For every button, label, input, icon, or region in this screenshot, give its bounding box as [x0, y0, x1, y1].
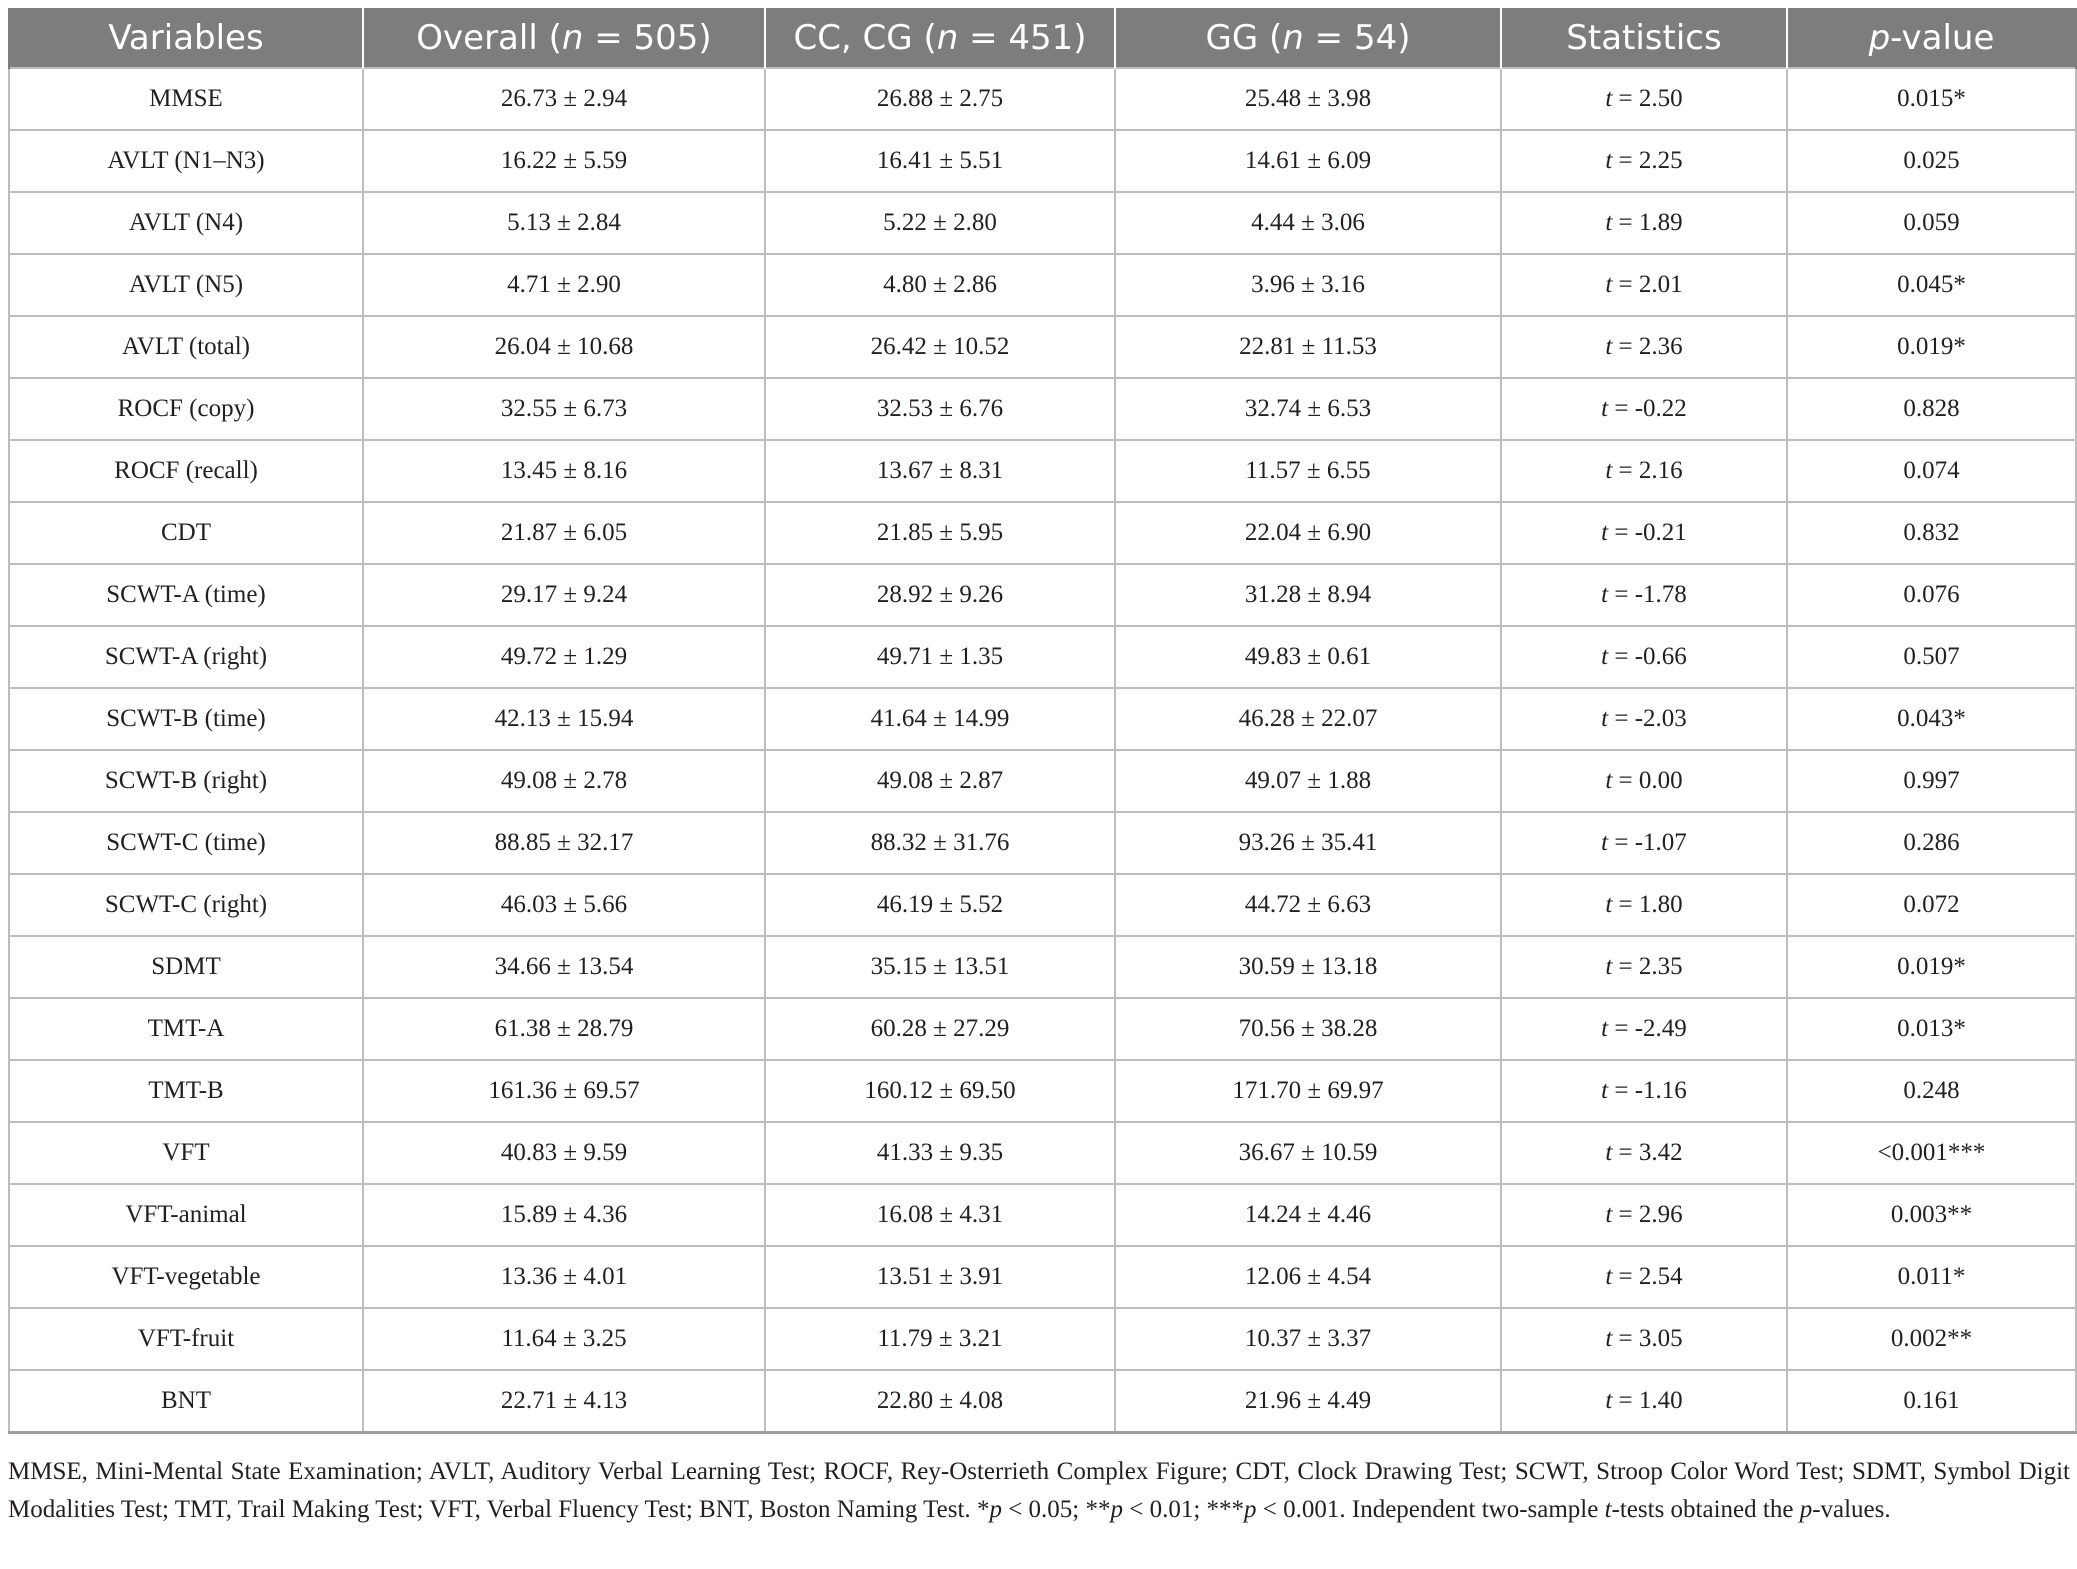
cell-p-value: 0.076 — [1787, 564, 2076, 626]
stat-symbol: t — [1601, 581, 1609, 608]
cell-cc-cg: 41.64 ± 14.99 — [765, 688, 1115, 750]
header-overall-pre: Overall ( — [416, 17, 562, 58]
stat-symbol: t — [1605, 271, 1613, 298]
table-body — [9, 68, 2076, 1433]
cell-statistics — [1501, 316, 1787, 378]
stat-value: = -0.66 — [1608, 643, 1687, 670]
footnote-sig2-p: p — [1110, 1496, 1123, 1523]
stat-symbol: t — [1605, 457, 1613, 484]
cell-variable: ROCF (copy) — [9, 378, 363, 440]
stat-symbol: t — [1601, 643, 1609, 670]
cell-gg: 25.48 ± 3.98 — [1115, 68, 1501, 130]
stat-symbol: t — [1605, 767, 1613, 794]
results-table — [8, 8, 2077, 1434]
cell-p-value: 0.015* — [1787, 68, 2076, 130]
cell-overall: 15.89 ± 4.36 — [363, 1184, 765, 1246]
header-cc-post: = 451) — [958, 17, 1087, 58]
stat-value: = -1.07 — [1608, 829, 1687, 856]
stat-value: = -2.49 — [1608, 1015, 1687, 1042]
cell-cc-cg: 22.80 ± 4.08 — [765, 1370, 1115, 1433]
cell-statistics — [1501, 874, 1787, 936]
cell-gg: 22.81 ± 11.53 — [1115, 316, 1501, 378]
stat-value: = 2.36 — [1612, 333, 1683, 360]
table-row — [9, 1060, 2076, 1122]
cell-cc-cg: 16.08 ± 4.31 — [765, 1184, 1115, 1246]
stat-value: = 1.89 — [1612, 209, 1683, 236]
footnote-test-post: -tests obtained the — [1611, 1496, 1800, 1523]
stat-symbol: t — [1605, 953, 1613, 980]
cell-p-value: 0.828 — [1787, 378, 2076, 440]
table-row — [9, 688, 2076, 750]
cell-statistics — [1501, 750, 1787, 812]
header-overall-post: = 505) — [583, 17, 712, 58]
header-gg-n: n — [1282, 17, 1304, 58]
stat-value: = -1.16 — [1608, 1077, 1687, 1104]
cell-variable: MMSE — [9, 68, 363, 130]
cell-cc-cg: 49.71 ± 1.35 — [765, 626, 1115, 688]
cell-overall: 13.45 ± 8.16 — [363, 440, 765, 502]
cell-variable: SCWT-B (time) — [9, 688, 363, 750]
stat-symbol: t — [1601, 1077, 1609, 1104]
cell-overall: 26.73 ± 2.94 — [363, 68, 765, 130]
cell-variable: AVLT (N1–N3) — [9, 130, 363, 192]
stat-value: = -1.78 — [1608, 581, 1687, 608]
cell-overall: 88.85 ± 32.17 — [363, 812, 765, 874]
header-statistics-label: Statistics — [1566, 17, 1722, 58]
stat-value: = 1.80 — [1612, 891, 1683, 918]
stat-value: = 2.16 — [1612, 457, 1683, 484]
cell-statistics — [1501, 936, 1787, 998]
cell-statistics — [1501, 1122, 1787, 1184]
data-table-container — [8, 8, 2075, 1434]
cell-overall: 40.83 ± 9.59 — [363, 1122, 765, 1184]
footnote-final-post: -values. — [1812, 1496, 1891, 1523]
cell-overall: 161.36 ± 69.57 — [363, 1060, 765, 1122]
table-row — [9, 998, 2076, 1060]
cell-statistics — [1501, 812, 1787, 874]
header-variables — [9, 8, 363, 68]
cell-gg: 12.06 ± 4.54 — [1115, 1246, 1501, 1308]
footnote-abbreviations: MMSE, Mini-Mental State Examination; AVLT, Auditory Verbal Learning Test; ROCF, Rey-Osterrieth Complex Figure; CDT, Clock Drawing Test; SCWT, Stroop Color Word Test; SDMT, Symbol Digit Modalities Test; TMT, Trail Making Test; VFT, Verbal Fluency Test; BNT, Boston Naming Test. — [8, 1458, 2070, 1523]
cell-p-value: 0.997 — [1787, 750, 2076, 812]
footnote-test-t: t — [1604, 1496, 1612, 1523]
cell-p-value: 0.013* — [1787, 998, 2076, 1060]
table-row — [9, 378, 2076, 440]
cell-cc-cg: 26.42 ± 10.52 — [765, 316, 1115, 378]
table-row — [9, 440, 2076, 502]
cell-overall: 11.64 ± 3.25 — [363, 1308, 765, 1370]
stat-symbol: t — [1605, 1201, 1613, 1228]
cell-overall: 13.36 ± 4.01 — [363, 1246, 765, 1308]
header-cc-pre: CC, CG ( — [793, 17, 937, 58]
cell-variable: AVLT (N5) — [9, 254, 363, 316]
cell-variable: VFT-fruit — [9, 1308, 363, 1370]
cell-statistics — [1501, 1060, 1787, 1122]
table-row — [9, 68, 2076, 130]
cell-cc-cg: 13.51 ± 3.91 — [765, 1246, 1115, 1308]
cell-statistics — [1501, 130, 1787, 192]
cell-p-value: 0.003** — [1787, 1184, 2076, 1246]
table-row — [9, 874, 2076, 936]
table-row — [9, 316, 2076, 378]
cell-cc-cg: 16.41 ± 5.51 — [765, 130, 1115, 192]
cell-gg: 46.28 ± 22.07 — [1115, 688, 1501, 750]
stat-symbol: t — [1601, 395, 1609, 422]
footnote-sig2-post: < 0.01; *** — [1122, 1496, 1245, 1523]
table-row — [9, 1370, 2076, 1433]
stat-value: = 2.35 — [1612, 953, 1683, 980]
cell-p-value: 0.286 — [1787, 812, 2076, 874]
cell-p-value: 0.074 — [1787, 440, 2076, 502]
stat-symbol: t — [1605, 1387, 1613, 1414]
cell-variable: VFT-animal — [9, 1184, 363, 1246]
stat-value: = -0.22 — [1608, 395, 1687, 422]
stat-symbol: t — [1605, 333, 1613, 360]
cell-statistics — [1501, 440, 1787, 502]
cell-gg: 10.37 ± 3.37 — [1115, 1308, 1501, 1370]
cell-p-value: 0.248 — [1787, 1060, 2076, 1122]
cell-gg: 14.24 ± 4.46 — [1115, 1184, 1501, 1246]
cell-cc-cg: 11.79 ± 3.21 — [765, 1308, 1115, 1370]
cell-cc-cg: 49.08 ± 2.87 — [765, 750, 1115, 812]
cell-variable: VFT — [9, 1122, 363, 1184]
cell-cc-cg: 46.19 ± 5.52 — [765, 874, 1115, 936]
cell-gg: 70.56 ± 38.28 — [1115, 998, 1501, 1060]
table-row — [9, 626, 2076, 688]
cell-p-value: 0.161 — [1787, 1370, 2076, 1433]
table-row — [9, 254, 2076, 316]
cell-statistics — [1501, 254, 1787, 316]
table-row — [9, 130, 2076, 192]
stat-value: = 2.25 — [1612, 147, 1683, 174]
cell-cc-cg: 160.12 ± 69.50 — [765, 1060, 1115, 1122]
cell-statistics — [1501, 1370, 1787, 1433]
stat-value: = 2.54 — [1612, 1263, 1683, 1290]
stat-symbol: t — [1605, 147, 1613, 174]
cell-variable: TMT-A — [9, 998, 363, 1060]
cell-statistics — [1501, 1308, 1787, 1370]
cell-variable: SCWT-C (right) — [9, 874, 363, 936]
cell-cc-cg: 5.22 ± 2.80 — [765, 192, 1115, 254]
footnote-sig3-p: p — [1244, 1496, 1257, 1523]
cell-gg: 171.70 ± 69.97 — [1115, 1060, 1501, 1122]
cell-overall: 21.87 ± 6.05 — [363, 502, 765, 564]
cell-p-value: 0.832 — [1787, 502, 2076, 564]
cell-cc-cg: 41.33 ± 9.35 — [765, 1122, 1115, 1184]
cell-overall: 5.13 ± 2.84 — [363, 192, 765, 254]
cell-gg: 31.28 ± 8.94 — [1115, 564, 1501, 626]
cell-variable: AVLT (total) — [9, 316, 363, 378]
cell-statistics — [1501, 192, 1787, 254]
cell-overall: 32.55 ± 6.73 — [363, 378, 765, 440]
cell-overall: 29.17 ± 9.24 — [363, 564, 765, 626]
header-overall — [363, 8, 765, 68]
cell-p-value: 0.059 — [1787, 192, 2076, 254]
stat-symbol: t — [1605, 1325, 1613, 1352]
header-gg — [1115, 8, 1501, 68]
cell-variable: SCWT-A (time) — [9, 564, 363, 626]
cell-statistics — [1501, 1184, 1787, 1246]
cell-gg: 22.04 ± 6.90 — [1115, 502, 1501, 564]
cell-p-value: 0.002** — [1787, 1308, 2076, 1370]
table-row — [9, 936, 2076, 998]
footnote-final-p: p — [1799, 1496, 1813, 1523]
footnote-sig1-p: p — [989, 1496, 1002, 1523]
cell-variable: SCWT-A (right) — [9, 626, 363, 688]
header-gg-pre: GG ( — [1205, 17, 1283, 58]
stat-symbol: t — [1601, 1015, 1609, 1042]
table-row — [9, 1246, 2076, 1308]
stat-symbol: t — [1605, 85, 1613, 112]
header-p-post: -value — [1890, 17, 1995, 58]
cell-p-value: 0.045* — [1787, 254, 2076, 316]
table-row — [9, 502, 2076, 564]
cell-variable: AVLT (N4) — [9, 192, 363, 254]
cell-statistics — [1501, 1246, 1787, 1308]
cell-variable: BNT — [9, 1370, 363, 1433]
cell-overall: 4.71 ± 2.90 — [363, 254, 765, 316]
cell-p-value: 0.011* — [1787, 1246, 2076, 1308]
cell-statistics — [1501, 626, 1787, 688]
cell-overall: 26.04 ± 10.68 — [363, 316, 765, 378]
stat-value: = 3.05 — [1612, 1325, 1683, 1352]
stat-symbol: t — [1605, 1139, 1613, 1166]
footnote-sig3-post: < 0.001. Independent two-sample — [1256, 1496, 1605, 1523]
stat-symbol: t — [1601, 829, 1609, 856]
stat-value: = -2.03 — [1608, 705, 1687, 732]
cell-overall: 42.13 ± 15.94 — [363, 688, 765, 750]
cell-variable: VFT-vegetable — [9, 1246, 363, 1308]
cell-p-value: 0.019* — [1787, 316, 2076, 378]
cell-gg: 36.67 ± 10.59 — [1115, 1122, 1501, 1184]
cell-p-value: 0.019* — [1787, 936, 2076, 998]
stat-symbol: t — [1605, 1263, 1613, 1290]
cell-variable: CDT — [9, 502, 363, 564]
header-p-value — [1787, 8, 2076, 68]
stat-symbol: t — [1605, 891, 1613, 918]
cell-cc-cg: 32.53 ± 6.76 — [765, 378, 1115, 440]
cell-gg: 4.44 ± 3.06 — [1115, 192, 1501, 254]
cell-overall: 61.38 ± 28.79 — [363, 998, 765, 1060]
cell-gg: 49.83 ± 0.61 — [1115, 626, 1501, 688]
cell-overall: 34.66 ± 13.54 — [363, 936, 765, 998]
table-row — [9, 1184, 2076, 1246]
table-row — [9, 750, 2076, 812]
footnote-sig1-pre: * — [976, 1496, 990, 1523]
cell-gg: 21.96 ± 4.49 — [1115, 1370, 1501, 1433]
stat-value: = 0.00 — [1612, 767, 1683, 794]
stat-value: = 1.40 — [1612, 1387, 1683, 1414]
cell-statistics — [1501, 998, 1787, 1060]
cell-gg: 32.74 ± 6.53 — [1115, 378, 1501, 440]
cell-overall: 49.72 ± 1.29 — [363, 626, 765, 688]
cell-p-value: 0.072 — [1787, 874, 2076, 936]
cell-overall: 22.71 ± 4.13 — [363, 1370, 765, 1433]
cell-statistics — [1501, 68, 1787, 130]
cell-cc-cg: 28.92 ± 9.26 — [765, 564, 1115, 626]
cell-p-value: <0.001*** — [1787, 1122, 2076, 1184]
stat-symbol: t — [1601, 519, 1609, 546]
stat-value: = 2.50 — [1612, 85, 1683, 112]
cell-overall: 46.03 ± 5.66 — [363, 874, 765, 936]
cell-gg: 3.96 ± 3.16 — [1115, 254, 1501, 316]
cell-gg: 11.57 ± 6.55 — [1115, 440, 1501, 502]
cell-gg: 14.61 ± 6.09 — [1115, 130, 1501, 192]
header-overall-n: n — [561, 17, 584, 58]
header-row — [9, 8, 2076, 68]
cell-p-value: 0.507 — [1787, 626, 2076, 688]
stat-symbol: t — [1601, 705, 1609, 732]
cell-p-value: 0.043* — [1787, 688, 2076, 750]
header-gg-post: = 54) — [1303, 17, 1411, 58]
stat-value: = 2.96 — [1612, 1201, 1683, 1228]
cell-cc-cg: 60.28 ± 27.29 — [765, 998, 1115, 1060]
table-header — [9, 8, 2076, 68]
table-row — [9, 192, 2076, 254]
cell-overall: 16.22 ± 5.59 — [363, 130, 765, 192]
cell-variable: SCWT-C (time) — [9, 812, 363, 874]
stat-value: = 3.42 — [1612, 1139, 1683, 1166]
cell-statistics — [1501, 378, 1787, 440]
table-footnote — [8, 1453, 2070, 1529]
cell-variable: TMT-B — [9, 1060, 363, 1122]
footnote-sig1-post: < 0.05; ** — [1001, 1496, 1111, 1523]
cell-variable: SDMT — [9, 936, 363, 998]
cell-statistics — [1501, 502, 1787, 564]
header-variables-label: Variables — [108, 17, 264, 58]
cell-statistics — [1501, 564, 1787, 626]
cell-gg: 30.59 ± 13.18 — [1115, 936, 1501, 998]
cell-cc-cg: 21.85 ± 5.95 — [765, 502, 1115, 564]
cell-variable: SCWT-B (right) — [9, 750, 363, 812]
cell-gg: 93.26 ± 35.41 — [1115, 812, 1501, 874]
cell-gg: 49.07 ± 1.88 — [1115, 750, 1501, 812]
header-cc-cg — [765, 8, 1115, 68]
cell-gg: 44.72 ± 6.63 — [1115, 874, 1501, 936]
cell-variable: ROCF (recall) — [9, 440, 363, 502]
header-statistics — [1501, 8, 1787, 68]
table-row — [9, 812, 2076, 874]
table-row — [9, 1122, 2076, 1184]
stat-symbol: t — [1605, 209, 1613, 236]
header-p-italic: p — [1868, 17, 1891, 58]
cell-cc-cg: 88.32 ± 31.76 — [765, 812, 1115, 874]
cell-cc-cg: 35.15 ± 13.51 — [765, 936, 1115, 998]
header-cc-n: n — [936, 17, 959, 58]
cell-cc-cg: 4.80 ± 2.86 — [765, 254, 1115, 316]
cell-cc-cg: 26.88 ± 2.75 — [765, 68, 1115, 130]
cell-statistics — [1501, 688, 1787, 750]
stat-value: = 2.01 — [1612, 271, 1683, 298]
cell-overall: 49.08 ± 2.78 — [363, 750, 765, 812]
table-row — [9, 1308, 2076, 1370]
table-row — [9, 564, 2076, 626]
cell-p-value: 0.025 — [1787, 130, 2076, 192]
stat-value: = -0.21 — [1608, 519, 1687, 546]
cell-cc-cg: 13.67 ± 8.31 — [765, 440, 1115, 502]
